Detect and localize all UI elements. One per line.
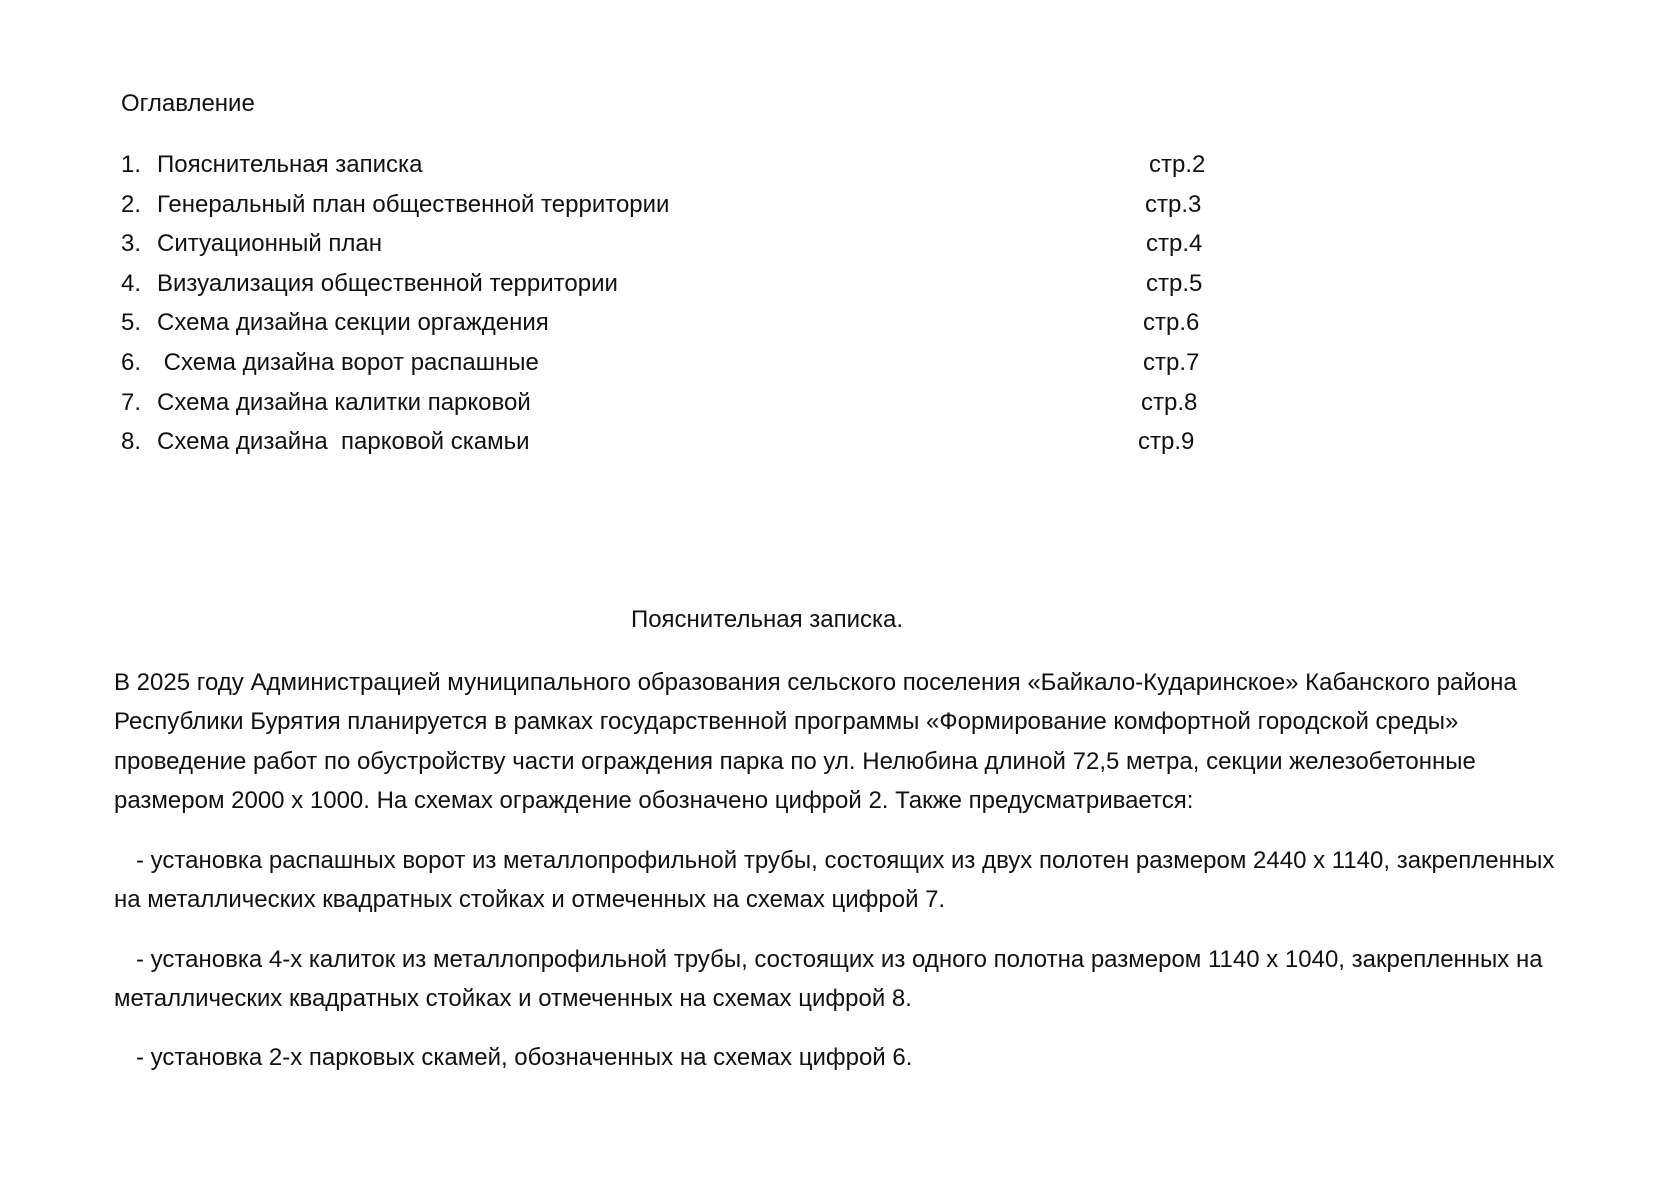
toc-item-situational-plan[interactable] xyxy=(121,224,1221,264)
toc-item-label: Схема дизайна ворот распашные xyxy=(157,348,539,376)
toc-item-page: стр.9 xyxy=(1138,428,1195,456)
toc-item-wicket-scheme[interactable] xyxy=(121,383,1221,423)
toc-item-label: Схема дизайна секции оргаждения xyxy=(157,309,549,337)
toc-item-page: стр.5 xyxy=(1146,269,1203,297)
toc-item-explanatory-note[interactable] xyxy=(121,145,1221,185)
toc-item-number: 4. xyxy=(121,269,142,297)
explanatory-note-title: Пояснительная записка. xyxy=(630,606,904,633)
toc-item-number: 8. xyxy=(121,428,142,456)
toc-item-general-plan[interactable] xyxy=(121,185,1221,225)
toc-item-page: стр.8 xyxy=(1141,388,1198,416)
toc-item-number: 7. xyxy=(121,388,142,416)
toc-item-gates-scheme[interactable] xyxy=(121,343,1221,383)
toc-item-page: стр.4 xyxy=(1146,230,1203,258)
toc-item-label: Схема дизайна калитки парковой xyxy=(157,388,531,416)
toc-item-visualization[interactable] xyxy=(121,264,1221,304)
toc-item-number: 2. xyxy=(121,190,142,218)
toc-item-label: Схема дизайна парковой скамьи xyxy=(157,428,530,456)
toc-item-page: стр.2 xyxy=(1149,151,1206,178)
note-paragraph-benches: - установка 2-х парковых скамей, обозначенных на схемах цифрой 6. xyxy=(136,1044,913,1071)
toc-item-number: 1. xyxy=(121,151,142,178)
toc-item-label: Ситуационный план xyxy=(157,230,383,258)
toc-item-fence-section-scheme[interactable] xyxy=(121,303,1221,343)
toc-item-page: стр.7 xyxy=(1143,348,1200,376)
toc-item-number: 3. xyxy=(121,230,142,258)
toc-item-bench-scheme[interactable] xyxy=(121,422,1221,462)
toc-item-label: Пояснительная записка xyxy=(157,151,423,178)
toc-item-label: Генеральный план общественной территории xyxy=(157,190,670,218)
toc-item-number: 5. xyxy=(121,309,142,337)
toc-title: Оглавление xyxy=(121,90,255,117)
note-paragraph-wickets: - установка 4-х калиток из металлопрофильной трубы, состоящих из одного полотна размером 1140 х 1040, закрепленных на металлических квадратных стойках и отмеченных на схемах цифрой 8. xyxy=(114,946,1543,1013)
toc-list xyxy=(121,145,1221,462)
toc-item-label: Визуализация общественной территории xyxy=(157,269,618,297)
toc-item-page: стр.6 xyxy=(1143,309,1200,337)
toc-item-number: 6. xyxy=(121,348,142,376)
note-paragraph-intro: В 2025 году Администрацией муниципального образования сельского поселения «Байкало-Кударинское» Кабанского района Республики Бурятия планируется в рамках государственной программы «Формирование комфортной городской среды» проведение работ по обустройству части ограждения парка по ул. Нелюбина длиной 72,5 метра, секции железобетонные размером 2000 х 1000. На схемах ограждение обозначено цифрой 2. Также предусматривается: xyxy=(114,669,1517,814)
note-paragraph-gates: - установка распашных ворот из металлопрофильной трубы, состоящих из двух полотен размером 2440 х 1140, закрепленных на металлических квадратных стойках и отмеченных на схемах цифрой 7. xyxy=(114,847,1555,914)
toc-item-page: стр.3 xyxy=(1145,190,1202,218)
